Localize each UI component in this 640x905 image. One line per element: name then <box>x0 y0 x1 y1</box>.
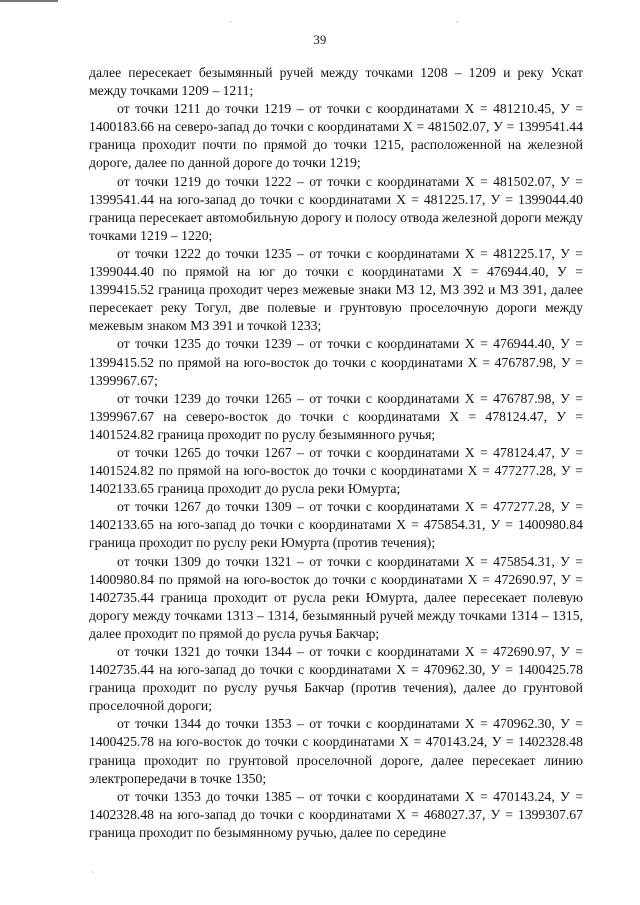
scan-edge-mark <box>0 0 58 2</box>
paragraph: от точки 1309 до точки 1321 – от точки с координатами Х = 475854.31, У = 1400980.84 по прямой на юго-восток до точки с координатами Х = 472690.97, У = 1402735.44 граница проходит от русла реки Юмурта, далее пересекает полевую дорогу между точками 1313 – 1314, безымянный ручей между точками 1314 – 1315, далее проходит по прямой до русла ручья Бакчар; <box>89 553 583 641</box>
paragraph: от точки 1219 до точки 1222 – от точки с координатами Х = 481502.07, У = 1399541.44 на юго-запад до точки с координатами Х = 481225.17, У = 1399044.40 граница пересекает автомобильную дорогу и полосу отвода железной дороги между точками 1219 – 1220; <box>89 173 583 243</box>
paragraph: далее пересекает безымянный ручей между точками 1208 – 1209 и реку Ускат между точками 1209 – 1211; <box>89 65 583 99</box>
paragraph: от точки 1265 до точки 1267 – от точки с координатами Х = 478124.47, У = 1401524.82 по прямой на юго-восток до точки с координатами Х = 477277.28, У = 1402133.65 граница проходит до русла реки Юмурта; <box>89 444 583 497</box>
paragraph: от точки 1235 до точки 1239 – от точки с координатами Х = 476944.40, У = 1399415.52 по прямой на юго-восток до точки с координатами Х = 476787.98, У = 1399967.67; <box>89 336 583 388</box>
paragraph: от точки 1239 до точки 1265 – от точки с координатами Х = 476787.98, У = 1399967.67 на северо-восток до точки с координатами Х = 478124.47, У = 1401524.82 граница проходит по руслу безымянного ручья; <box>89 390 583 442</box>
scan-speck: ˊ <box>229 21 233 32</box>
scan-speck: ˋ <box>91 871 95 882</box>
paragraph: от точки 1353 до точки 1385 – от точки с координатами Х = 470143.24, У = 1402328.48 на юго-запад до точки с координатами Х = 468027.37, У = 1399307.67 граница проходит по безымянному ручью, далее по середине <box>89 788 583 840</box>
scan-speck: ˊ <box>455 21 459 32</box>
paragraph: от точки 1344 до точки 1353 – от точки с координатами Х = 470962.30, У = 1400425.78 на юго-восток до точки с координатами Х = 470143.24, У = 1402328.48 граница проходит по грунтовой проселочной дороге, далее пересекает линию электропередачи в точке 1350; <box>89 716 583 786</box>
page-number: 39 <box>313 33 327 47</box>
paragraph: от точки 1222 до точки 1235 – от точки с координатами Х = 481225.17, У = 1399044.40 по прямой на юг до точки с координатами Х = 476944.40, У = 1399415.52 граница проходит через межевые знаки МЗ 12, МЗ 392 и МЗ 391, далее пересекает реку Тогул, две полевые и грунтовую проселочную дороги между межевым знаком МЗ 391 и точкой 1233; <box>89 245 583 334</box>
paragraph: от точки 1321 до точки 1344 – от точки с координатами Х = 472690.97, У = 1402735.44 на юго-запад до точки с координатами Х = 470962.30, У = 1400425.78 граница проходит по руслу ручья Бакчар (против течения), далее до грунтовой проселочной дороги; <box>89 644 583 714</box>
document-body <box>89 64 583 842</box>
paragraph: от точки 1211 до точки 1219 – от точки с координатами Х = 481210.45, У = 1400183.66 на северо-запад до точки с координатами Х = 481502.07, У = 1399541.44 граница проходит почти по прямой до точки 1215, расположенной на железной дороге, далее по данной дороге до точки 1219; <box>89 101 583 171</box>
paragraph: от точки 1267 до точки 1309 – от точки с координатами Х = 477277.28, У = 1402133.65 на юго-запад до точки с координатами Х = 475854.31, У = 1400980.84 граница проходит по руслу реки Юмурта (против течения); <box>89 499 583 551</box>
